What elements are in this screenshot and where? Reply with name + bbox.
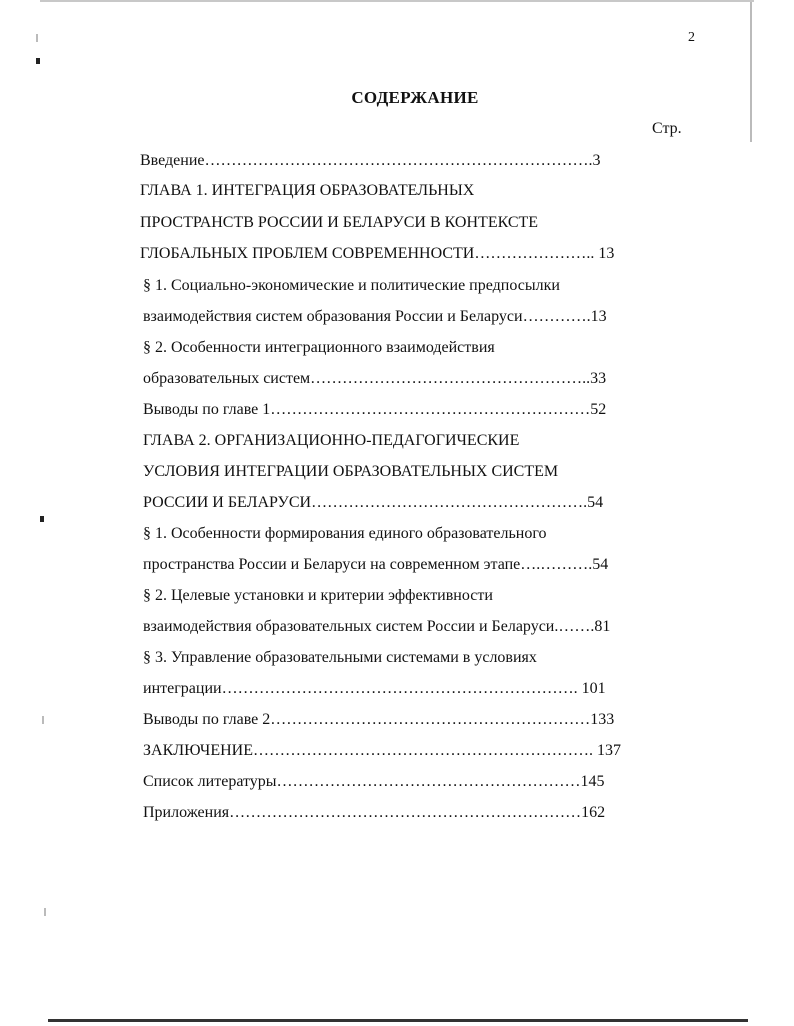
toc-chapter-heading: ПРОСТРАНСТВ РОССИИ И БЕЛАРУСИ В КОНТЕКСТЕ [140,214,539,231]
toc-entry: Выводы по главе 1……………………………………………………52 [143,401,607,418]
scan-speck [44,908,46,916]
scan-edge-top [40,0,754,2]
scan-mark [36,58,40,64]
scan-mark [40,516,44,522]
scan-speck [36,34,38,42]
scan-edge-bottom [48,1019,748,1022]
page-title: СОДЕРЖАНИЕ [351,88,479,107]
toc-entry: пространства России и Беларуси на современном этапе….……….54 [143,556,609,573]
toc-entry: Список литературы…………………………………………………145 [143,773,605,790]
toc-entry: взаимодействия образовательных систем России и Беларуси.…….81 [143,618,611,635]
toc-entry: Введение……………………………………………………………….3 [140,152,601,169]
toc-entry: Выводы по главе 2……………………………………………………133 [143,711,615,728]
toc-entry: РОССИИ И БЕЛАРУСИ…………………………………………….54 [143,494,604,511]
toc-entry: интеграции…………………………………………………………. 101 [143,680,606,697]
toc-section-heading: § 1. Социально-экономические и политические предпосылки [143,277,560,294]
toc-section-heading: § 3. Управление образовательными системами в условиях [143,649,537,666]
scan-edge-right [750,2,752,142]
toc-entry: ГЛОБАЛЬНЫХ ПРОБЛЕМ СОВРЕМЕННОСТИ………………….. 13 [140,245,615,262]
toc-entry: взаимодействия систем образования России и Беларуси………….13 [143,308,607,325]
toc-section-heading: § 2. Целевые установки и критерии эффективности [143,587,493,604]
toc-entry: образовательных систем……………………………………………..33 [143,370,607,387]
page-number: 2 [688,30,695,45]
toc-chapter-heading: ГЛАВА 1. ИНТЕГРАЦИЯ ОБРАЗОВАТЕЛЬНЫХ [140,182,475,199]
toc-entry: ЗАКЛЮЧЕНИЕ………………………………………………………. 137 [143,742,621,759]
toc-chapter-heading: УСЛОВИЯ ИНТЕГРАЦИИ ОБРАЗОВАТЕЛЬНЫХ СИСТЕМ [143,463,559,480]
scan-speck [42,716,44,724]
toc-entry: Приложения…………………………………………………………162 [143,804,606,821]
toc-section-heading: § 1. Особенности формирования единого образовательного [143,525,547,542]
toc-chapter-heading: ГЛАВА 2. ОРГАНИЗАЦИОННО-ПЕДАГОГИЧЕСКИЕ [143,432,520,449]
toc-section-heading: § 2. Особенности интеграционного взаимодействия [143,339,495,356]
page-column-label: Стр. [652,120,682,137]
